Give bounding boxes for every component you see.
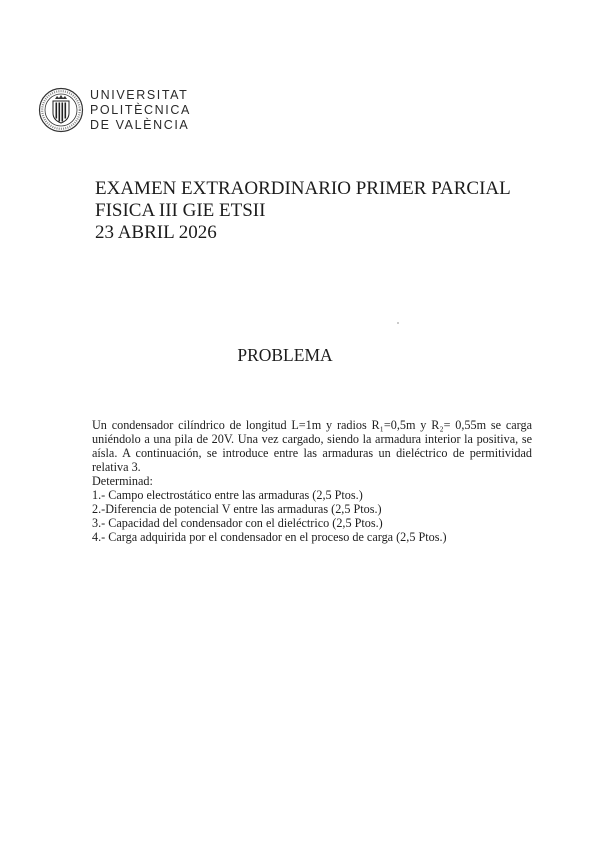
- university-name: [90, 88, 191, 133]
- university-name-line-2: POLITÈCNICA: [90, 103, 191, 117]
- university-name-line-3: DE VALÈNCIA: [90, 118, 190, 132]
- exam-date: 23 ABRIL 2026: [95, 222, 217, 243]
- question-list: [92, 488, 532, 544]
- problem-statement: Un condensador cilíndrico de longitud L=1m y radios R₁=0,5m y R₂= 0,55m se carga uniéndolo a una pila de 20V. Una vez cargado, siendo la armadura interior la positiva, se aísla. A continuación, se introduce entre las armaduras un dieléctrico de permitividad relativa 3.: [92, 418, 532, 474]
- exam-header: [95, 178, 511, 244]
- exam-course: FISICA III GIE ETSII: [95, 200, 266, 221]
- question-item: 2.-Diferencia de potencial V entre las armaduras (2,5 Ptos.): [92, 502, 382, 516]
- exam-title: EXAMEN EXTRAORDINARIO PRIMER PARCIAL: [95, 178, 511, 199]
- problem-body: [92, 418, 532, 544]
- university-name-line-1: UNIVERSITAT: [90, 88, 189, 102]
- university-seal-icon: [38, 87, 84, 133]
- question-item: 1.- Campo electrostático entre las armaduras (2,5 Ptos.): [92, 488, 363, 502]
- question-item: 3.- Capacidad del condensador con el dieléctrico (2,5 Ptos.): [92, 516, 383, 530]
- problem-heading: PROBLEMA: [237, 345, 333, 365]
- question-item: 4.- Carga adquirida por el condensador en el proceso de carga (2,5 Ptos.): [92, 530, 447, 544]
- problem-prompt: Determinad:: [92, 474, 153, 488]
- scan-speck: [397, 322, 399, 324]
